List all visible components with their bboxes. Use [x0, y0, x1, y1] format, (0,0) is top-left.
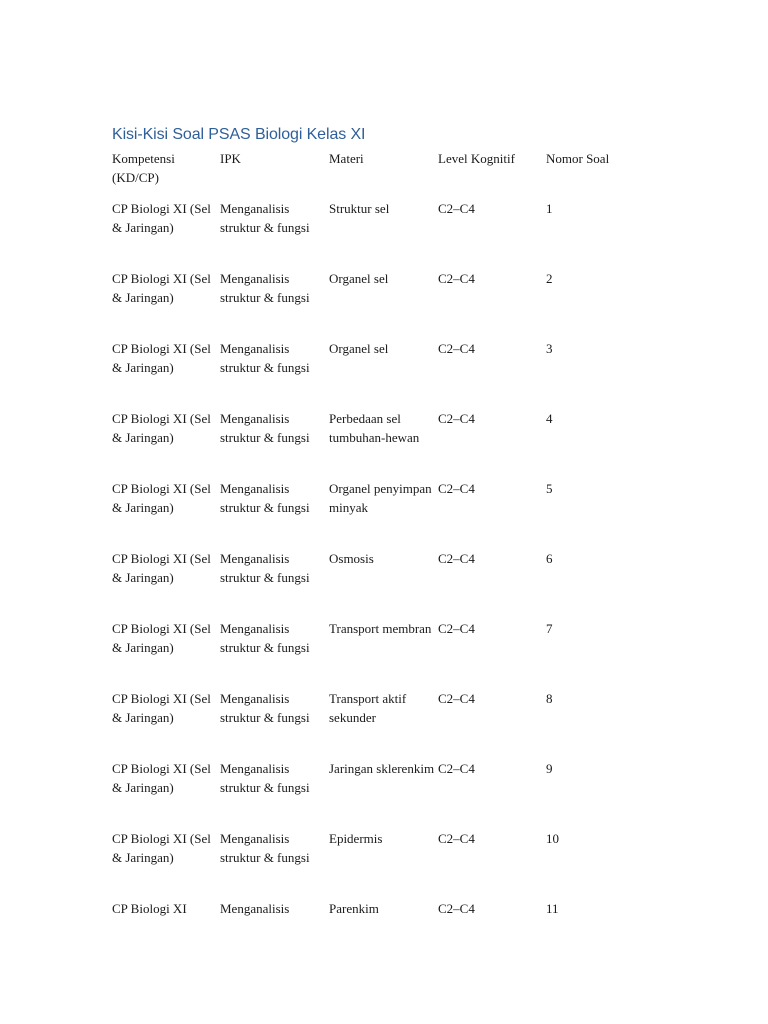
header-materi: Materi	[329, 151, 364, 166]
cell-materi: Organel sel	[329, 271, 389, 286]
cell-nomor-soal: 2	[546, 271, 553, 286]
table-row	[112, 189, 652, 259]
cell-level-kognitif: C2–C4	[438, 481, 475, 496]
cell-level-kognitif: C2–C4	[438, 341, 475, 356]
header-nomor-soal: Nomor Soal	[546, 151, 610, 166]
table-row	[112, 679, 652, 749]
cell-materi: Organel sel	[329, 341, 389, 356]
cell-materi: Epidermis	[329, 831, 383, 846]
cell-nomor-soal: 9	[546, 761, 553, 776]
cell-nomor-soal: 3	[546, 341, 553, 356]
cell-ipk: Menganalisis struktur & fungsi	[220, 551, 310, 586]
cell-level-kognitif: C2–C4	[438, 901, 475, 916]
cell-level-kognitif: C2–C4	[438, 201, 475, 216]
cell-level-kognitif: C2–C4	[438, 551, 475, 566]
cell-nomor-soal: 4	[546, 411, 553, 426]
cell-level-kognitif: C2–C4	[438, 691, 475, 706]
cell-ipk: Menganalisis struktur & fungsi	[220, 201, 310, 236]
table-row	[112, 889, 652, 959]
header-kompetensi: Kompetensi (KD/CP)	[112, 151, 175, 186]
cell-level-kognitif: C2–C4	[438, 411, 475, 426]
cell-nomor-soal: 1	[546, 201, 553, 216]
cell-ipk: Menganalisis struktur & fungsi	[220, 411, 310, 446]
cell-materi: Organel penyimpan minyak	[329, 481, 432, 516]
cell-nomor-soal: 8	[546, 691, 553, 706]
table-row	[112, 749, 652, 819]
document-title: Kisi-Kisi Soal PSAS Biologi Kelas XI	[112, 126, 366, 143]
table-row	[112, 469, 652, 539]
cell-nomor-soal: 5	[546, 481, 553, 496]
header-level-kognitif: Level Kognitif	[438, 151, 515, 166]
table-row	[112, 329, 652, 399]
cell-ipk: Menganalisis struktur & fungsi	[220, 691, 310, 726]
cell-ipk: Menganalisis	[220, 901, 290, 916]
cell-kompetensi: CP Biologi XI (Sel & Jaringan)	[112, 481, 211, 516]
cell-ipk: Menganalisis struktur & fungsi	[220, 341, 310, 376]
cell-kompetensi: CP Biologi XI (Sel & Jaringan)	[112, 761, 211, 796]
cell-kompetensi: CP Biologi XI (Sel & Jaringan)	[112, 411, 211, 446]
cell-nomor-soal: 10	[546, 831, 559, 846]
cell-nomor-soal: 7	[546, 621, 553, 636]
cell-materi: Perbedaan sel tumbuhan-hewan	[329, 411, 420, 446]
cell-materi: Transport membran	[329, 621, 432, 636]
table-row	[112, 819, 652, 889]
table-row	[112, 399, 652, 469]
cell-kompetensi: CP Biologi XI (Sel & Jaringan)	[112, 691, 211, 726]
cell-ipk: Menganalisis struktur & fungsi	[220, 481, 310, 516]
cell-nomor-soal: 6	[546, 551, 553, 566]
cell-level-kognitif: C2–C4	[438, 621, 475, 636]
kisi-kisi-table	[112, 148, 652, 959]
cell-materi: Parenkim	[329, 901, 379, 916]
cell-ipk: Menganalisis struktur & fungsi	[220, 761, 310, 796]
table-row	[112, 609, 652, 679]
cell-materi: Osmosis	[329, 551, 374, 566]
cell-ipk: Menganalisis struktur & fungsi	[220, 271, 310, 306]
table-header-row	[112, 148, 652, 189]
cell-ipk: Menganalisis struktur & fungsi	[220, 831, 310, 866]
table-row	[112, 259, 652, 329]
cell-materi: Jaringan sklerenkim	[329, 761, 435, 776]
cell-kompetensi: CP Biologi XI (Sel & Jaringan)	[112, 201, 211, 236]
cell-kompetensi: CP Biologi XI	[112, 901, 187, 916]
cell-level-kognitif: C2–C4	[438, 761, 475, 776]
cell-kompetensi: CP Biologi XI (Sel & Jaringan)	[112, 271, 211, 306]
cell-kompetensi: CP Biologi XI (Sel & Jaringan)	[112, 831, 211, 866]
cell-kompetensi: CP Biologi XI (Sel & Jaringan)	[112, 551, 211, 586]
cell-materi: Transport aktif sekunder	[329, 691, 407, 726]
header-ipk: IPK	[220, 151, 241, 166]
table-row	[112, 539, 652, 609]
cell-materi: Struktur sel	[329, 201, 390, 216]
cell-kompetensi: CP Biologi XI (Sel & Jaringan)	[112, 621, 211, 656]
cell-level-kognitif: C2–C4	[438, 831, 475, 846]
cell-ipk: Menganalisis struktur & fungsi	[220, 621, 310, 656]
cell-kompetensi: CP Biologi XI (Sel & Jaringan)	[112, 341, 211, 376]
cell-nomor-soal: 11	[546, 901, 559, 916]
cell-level-kognitif: C2–C4	[438, 271, 475, 286]
